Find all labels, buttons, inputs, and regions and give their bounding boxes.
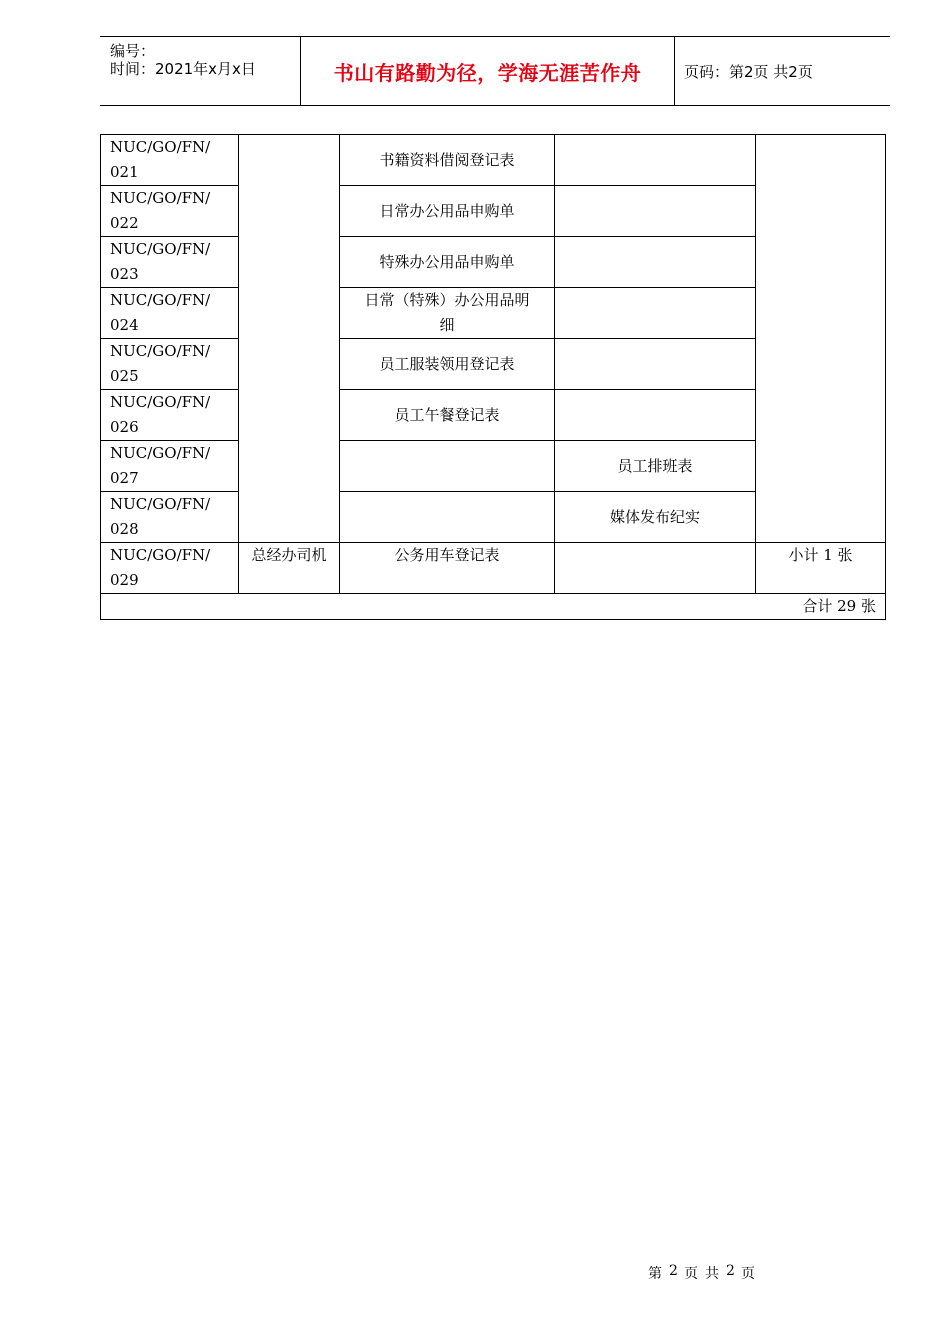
table-row	[101, 135, 886, 186]
blank-cell	[555, 390, 756, 441]
footer-total-word: 共	[705, 1266, 719, 1282]
form-code-cell	[101, 339, 239, 390]
form-name: 员工服装领用登记表	[379, 354, 515, 373]
form-code-cell	[101, 543, 239, 594]
form-name-cell	[340, 288, 555, 339]
blank-cell	[555, 288, 756, 339]
department-cell: 总经办司机	[239, 543, 340, 594]
blank-cell	[555, 237, 756, 288]
shifted-form-name-cell: 员工排班表	[555, 441, 756, 492]
form-name: 员工午餐登记表	[394, 405, 500, 424]
shifted-form-name-cell: 媒体发布纪实	[555, 492, 756, 543]
form-code-cell	[101, 186, 239, 237]
form-name: 特殊办公用品申购单	[379, 252, 515, 271]
page-header	[100, 36, 890, 106]
form-code-prefix: NUC/GO/FN/	[110, 546, 211, 564]
blank-cell	[555, 543, 756, 594]
form-name-cell	[340, 441, 555, 492]
form-code-cell	[101, 492, 239, 543]
form-code-number: 023	[110, 265, 139, 283]
time-label: 时间：2021年x月x日	[110, 60, 256, 78]
form-code-cell	[101, 237, 239, 288]
form-name-cell	[340, 186, 555, 237]
form-name-line1: 日常（特殊）办公用品明	[364, 291, 530, 309]
form-name-cell	[340, 390, 555, 441]
subtotal-cell	[756, 135, 886, 543]
form-code-prefix: NUC/GO/FN/	[110, 189, 211, 207]
form-code-number: 027	[110, 469, 139, 487]
form-code-number: 021	[110, 163, 139, 181]
form-name-cell: 公务用车登记表	[340, 543, 555, 594]
blank-cell	[555, 135, 756, 186]
form-code-number: 029	[110, 571, 139, 589]
header-page-info: 页码：第2页 共2页	[684, 62, 813, 81]
footer-page-word: 页	[741, 1266, 755, 1282]
form-code-cell	[101, 135, 239, 186]
total-row	[101, 594, 886, 620]
form-code-prefix: NUC/GO/FN/	[110, 240, 211, 258]
form-list-table	[100, 134, 886, 620]
form-name-cell	[340, 492, 555, 543]
form-code-cell	[101, 390, 239, 441]
form-name-cell	[340, 339, 555, 390]
form-code-number: 028	[110, 520, 139, 538]
form-code-number: 026	[110, 418, 139, 436]
form-code-cell	[101, 441, 239, 492]
form-name-cell	[340, 237, 555, 288]
form-code-prefix: NUC/GO/FN/	[110, 291, 211, 309]
table-row	[101, 543, 886, 594]
form-code-prefix: NUC/GO/FN/	[110, 342, 211, 360]
grand-total: 合计 29 张	[101, 594, 886, 620]
form-name-line2: 细	[439, 316, 455, 334]
form-code-number: 025	[110, 367, 139, 385]
subtotal-cell: 小计 1 张	[756, 543, 886, 594]
blank-cell	[555, 186, 756, 237]
blank-cell	[555, 339, 756, 390]
form-code-prefix: NUC/GO/FN/	[110, 393, 211, 411]
form-name: 日常办公用品申购单	[379, 201, 515, 220]
form-code-prefix: NUC/GO/FN/	[110, 495, 211, 513]
form-code-number: 022	[110, 214, 139, 232]
header-slogan: 书山有路勤为径，学海无涯苦作舟	[301, 37, 675, 105]
footer-page-word: 页	[684, 1266, 698, 1282]
form-name: 书籍资料借阅登记表	[379, 150, 515, 169]
form-code-number: 024	[110, 316, 139, 334]
footer-page-number: 2	[669, 1263, 678, 1279]
header-meta	[100, 37, 301, 105]
number-label: 编号：	[110, 42, 156, 60]
form-code-prefix: NUC/GO/FN/	[110, 444, 211, 462]
footer-page-word: 第	[648, 1266, 662, 1282]
footer-total-number: 2	[726, 1263, 735, 1279]
department-cell	[239, 135, 340, 543]
form-name-cell	[340, 135, 555, 186]
form-code-prefix: NUC/GO/FN/	[110, 138, 211, 156]
form-code-cell	[101, 288, 239, 339]
